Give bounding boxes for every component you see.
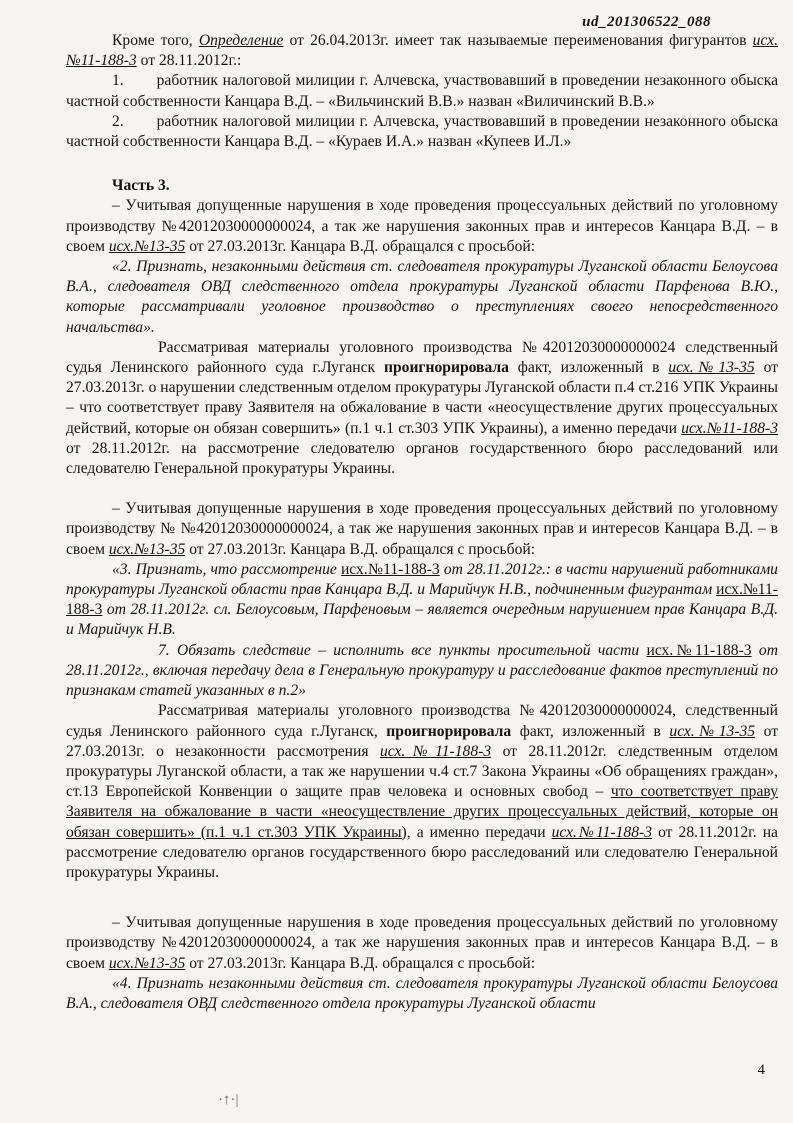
paragraph-review-2: Рассматривая материалы уголовного производства №42012030000000024, следственный судья Ленинского районного суда г.Луганск, проигнорировала факт, изложенный в исх.№13-35 от 27.03.2013г. о незаконности рассмотрения исх.№11-188-3 от 28.11.2012г. следственным отделом прокуратуры Луганской области, а так же нарушении ч.4 ст.7 Закона Украины «Об обращениях граждан», ст.13 Европейской Конвенции о защите прав человека и основных свобод – что соответствует праву Заявителя на обжалование в части «неосуществление других процессуальных действий, которые он обязан совершить» (п.1 ч.1 ст.303 УПК Украины), а именно передачи исх.№11-188-3 от 28.11.2012г. на рассмотрение следователю органов государственного бюро расследований или следователю Генеральной прокуратуры Украины. [66, 702, 779, 881]
page-number: 4 [757, 1062, 765, 1078]
paragraph-review-1: Рассматривая материалы уголовного производства №42012030000000024 следственный судья Ленинского районного суда г.Луганск проигнорировала факт, изложенный в исх.№13-35 от 27.03.2013г. о нарушении следственным отделом прокуратуры Луганской области п.4 ст.216 УПК Украины – что соответствует праву Заявителя на обжалование в части «неосуществление других процессуальных действий, которые он обязан совершить» (п.1 ч.1 ст.303 УПК Украины), а именно передачи исх.№11-188-3 от 28.11.2012г. на рассмотрение следователю органов государственного бюро расследований или следователю Генеральной прокуратуры Украины. [66, 338, 778, 478]
list-item-1: 1. работник налоговой милиции г. Алчевска, участвовавший в проведении незаконного обыска частной собственности Канцара В.Д. – «Вильчинский В.В.» назван «Виличинский В.В.» [66, 72, 778, 110]
quote-request-7: 7. Обязать следствие – исполнить все пункты просительной части исх.№11-188-3 от 28.11.2012г., включая передачу дела в Генеральную прокуратуру и расследование фактов преступлений по признакам статей указанных в п.2» [66, 641, 778, 700]
list-item-2: 2. работник налоговой милиции г. Алчевска, участвовавший в проведении незаконного обыска частной собственности Канцара В.Д. – «Кураев И.А.» назван «Купеев И.Л.» [66, 112, 778, 151]
quote-request-2: «2. Признать, незаконными действия ст. следователя прокуратуры Луганской области Белоусова В.А., следователя ОВД следственного отдела прокуратуры Луганской области Парфенова В.Ю., которые рассматривали уголовное производство о преступлениях своего непосредственного начальства». [66, 258, 778, 336]
quote-request-4: «4. Признать незаконными действия ст. следователя прокуратуры Луганской области Белоусова В.А., следователя ОВД следственного отдела прокуратуры Луганской области [66, 974, 778, 1012]
quote-request-3: «3. Признать, что рассмотрение исх.№11-188-3 от 28.11.2012г.: в части нарушений работниками прокуратуры Луганской области прав Канцара В.Д. и Марийчук Н.В., подчиненным фигурантам исх.№11-188-3 от 28.11.2012г. сл. Белоусовым, Парфеновым – является очередным нарушением прав Канцара В.Д. и Марийчук Н.В. [66, 560, 778, 639]
handwritten-mark: ·↑·| [218, 1092, 239, 1108]
paragraph-request-1: – Учитывая допущенные нарушения в ходе проведения процессуальных действий по уголовному производству №42012030000000024, а так же нарушения законных прав и интересов Канцара В.Д. – в своем исх.№13-35 от 27.03.2013г. Канцара В.Д. обращался с просьбой: [66, 197, 778, 255]
paragraph-request-3: – Учитывая допущенные нарушения в ходе проведения процессуальных действий по уголовному производству №42012030000000024, а так же нарушения законных прав и интересов Канцара В.Д. – в своем исх.№13-35 от 27.03.2013г. Канцара В.Д. обращался с просьбой: [66, 914, 778, 972]
document-body [66, 31, 778, 1014]
document-id: ud_201306522_088 [582, 14, 711, 30]
paragraph-renamings: Кроме того, Определение от 26.04.2013г. имеет так называемые переименования фигурантов исх.№11-188-3 от 28.11.2012г.: [66, 32, 779, 70]
section-heading: Часть 3. [112, 177, 170, 195]
paragraph-request-2: – Учитывая допущенные нарушения в ходе проведения процессуальных действий по уголовному производству № №42012030000000024, а так же нарушения законных прав и интересов Канцара В.Д. – в своем исх.№13-35 от 27.03.2013г. Канцара В.Д. обращался с просьбой: [66, 500, 778, 558]
